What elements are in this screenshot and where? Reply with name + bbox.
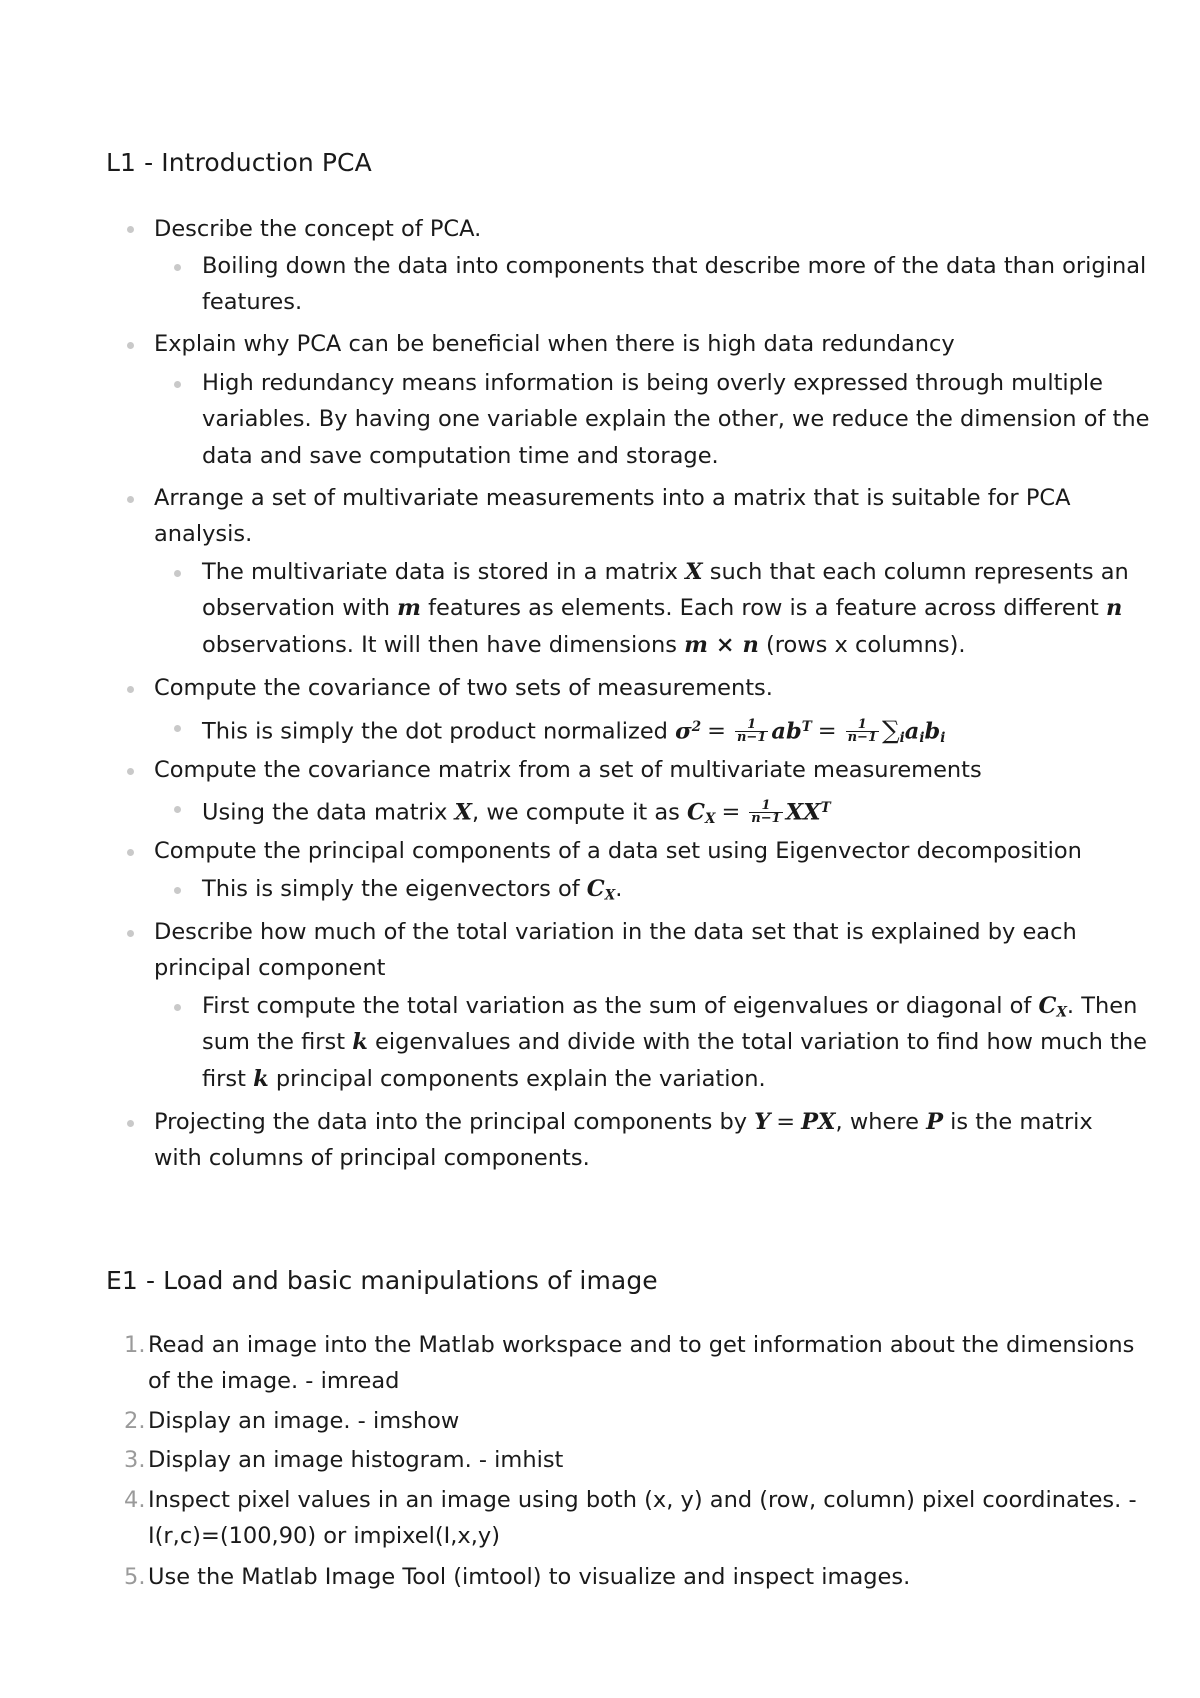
list-item-text: I(r,c)=(100,90) or impixel(I,x,y) (148, 1523, 500, 1549)
list-number: 1. (124, 1332, 146, 1358)
sub-bullet-icon (174, 1004, 181, 1011)
bullet-icon (127, 930, 134, 937)
list-item-text: Describe the concept of PCA. (154, 216, 482, 242)
section-title-e1: E1 - Load and basic manipulations of image (106, 1266, 658, 1295)
sub-item-line: This is simply the eigenvectors of $C_X$. (202, 876, 623, 904)
sub-item-line: Using the data matrix X, we compute it as $C_X$ = $\frac{1}{n-1}$ $XX^T$ (202, 798, 831, 827)
bullet-icon (127, 849, 134, 856)
math-k: k (352, 1029, 368, 1055)
sub-bullet-icon (174, 381, 181, 388)
math-fraction: $\frac{1}{n-1}$ (847, 717, 877, 746)
list-number: 3. (124, 1447, 146, 1473)
list-number: 2. (124, 1408, 146, 1434)
section-title-l1: L1 - Introduction PCA (106, 148, 372, 177)
math-k: k (253, 1066, 269, 1092)
list-item-text: Arrange a set of multivariate measurements into a matrix that is suitable for PCA (154, 485, 1071, 511)
list-item-text: principal component (154, 955, 386, 981)
math-P: P (926, 1109, 944, 1135)
math-n: n (1105, 595, 1123, 621)
list-item-text: Compute the covariance matrix from a set of multivariate measurements (154, 757, 982, 783)
sub-item-text: features. (202, 289, 303, 315)
list-item-text: Use the Matlab Image Tool (imtool) to visualize and inspect images. (148, 1564, 911, 1590)
bullet-icon (127, 226, 134, 233)
list-item-text: Display an image histogram. - imhist (148, 1447, 564, 1473)
sub-bullet-icon (174, 887, 181, 894)
math-sum: ∑ (881, 715, 900, 745)
sub-item-line: First compute the total variation as the sum of eigenvalues or diagonal of $C_X$. Then (202, 993, 1138, 1021)
list-item-text: of the image. - imread (148, 1368, 400, 1394)
sub-bullet-icon (174, 264, 181, 271)
sub-item-line: first k principal components explain the variation. (202, 1066, 766, 1092)
bullet-icon (127, 496, 134, 503)
sub-bullet-icon (174, 806, 181, 813)
list-number: 4. (124, 1487, 146, 1513)
math-PX: PX (801, 1109, 836, 1135)
math-X: X (685, 559, 703, 585)
math-m: m (397, 595, 421, 621)
sub-item-text: data and save computation time and storage. (202, 443, 719, 469)
list-item-text: Read an image into the Matlab workspace and to get information about the dimensions (148, 1332, 1135, 1358)
list-item-text: Inspect pixel values in an image using both (x, y) and (row, column) pixel coordinates. - (148, 1487, 1137, 1513)
sub-item-line: sum the first k eigenvalues and divide with the total variation to find how much the (202, 1029, 1147, 1055)
bullet-icon (127, 1120, 134, 1127)
bullet-icon (127, 768, 134, 775)
bullet-icon (127, 342, 134, 349)
list-item-text: Compute the principal components of a data set using Eigenvector decomposition (154, 838, 1082, 864)
list-item-text: Display an image. - imshow (148, 1408, 460, 1434)
sub-item-text: High redundancy means information is being overly expressed through multiple (202, 370, 1104, 396)
list-item-text: Compute the covariance of two sets of measurements. (154, 675, 773, 701)
list-item-text: analysis. (154, 521, 253, 547)
sub-item-line: This is simply the dot product normalized $\sigma^2$ = $\frac{1}{n-1}$ $ab^T$ = $\frac{1}{n-1}$ $\sum_ia_ib_i$ (202, 715, 946, 746)
list-item-text: Explain why PCA can be beneficial when there is high data redundancy (154, 331, 955, 357)
sub-item-line: observations. It will then have dimensions m × n (rows x columns). (202, 632, 966, 658)
bullet-icon (127, 686, 134, 693)
math-C: C (1038, 993, 1057, 1019)
list-item-text: with columns of principal components. (154, 1145, 590, 1171)
sub-item-text: Boiling down the data into components that describe more of the data than original (202, 253, 1147, 279)
sub-bullet-icon (174, 725, 181, 732)
math-fraction: $\frac{1}{n-1}$ (736, 717, 767, 746)
list-item-text: Describe how much of the total variation in the data set that is explained by each (154, 919, 1077, 945)
math-fraction: $\frac{1}{n-1}$ (751, 798, 781, 827)
sub-item-text: variables. By having one variable explain the other, we reduce the dimension of the (202, 406, 1150, 432)
sub-item-line: observation with m features as elements. Each row is a feature across different n (202, 595, 1123, 621)
math-C: C (586, 876, 605, 902)
list-number: 5. (124, 1564, 146, 1590)
list-item-line: Projecting the data into the principal components by Y = PX, where P is the matrix (154, 1109, 1093, 1135)
sub-bullet-icon (174, 570, 181, 577)
math-sigma: σ (675, 718, 692, 745)
sub-item-line: The multivariate data is stored in a matrix X such that each column represents an (202, 559, 1129, 585)
math-Y: Y (754, 1109, 771, 1135)
math-m-times-n: m × n (684, 632, 759, 658)
math-X: X (454, 799, 473, 826)
math-C: C (687, 799, 705, 826)
